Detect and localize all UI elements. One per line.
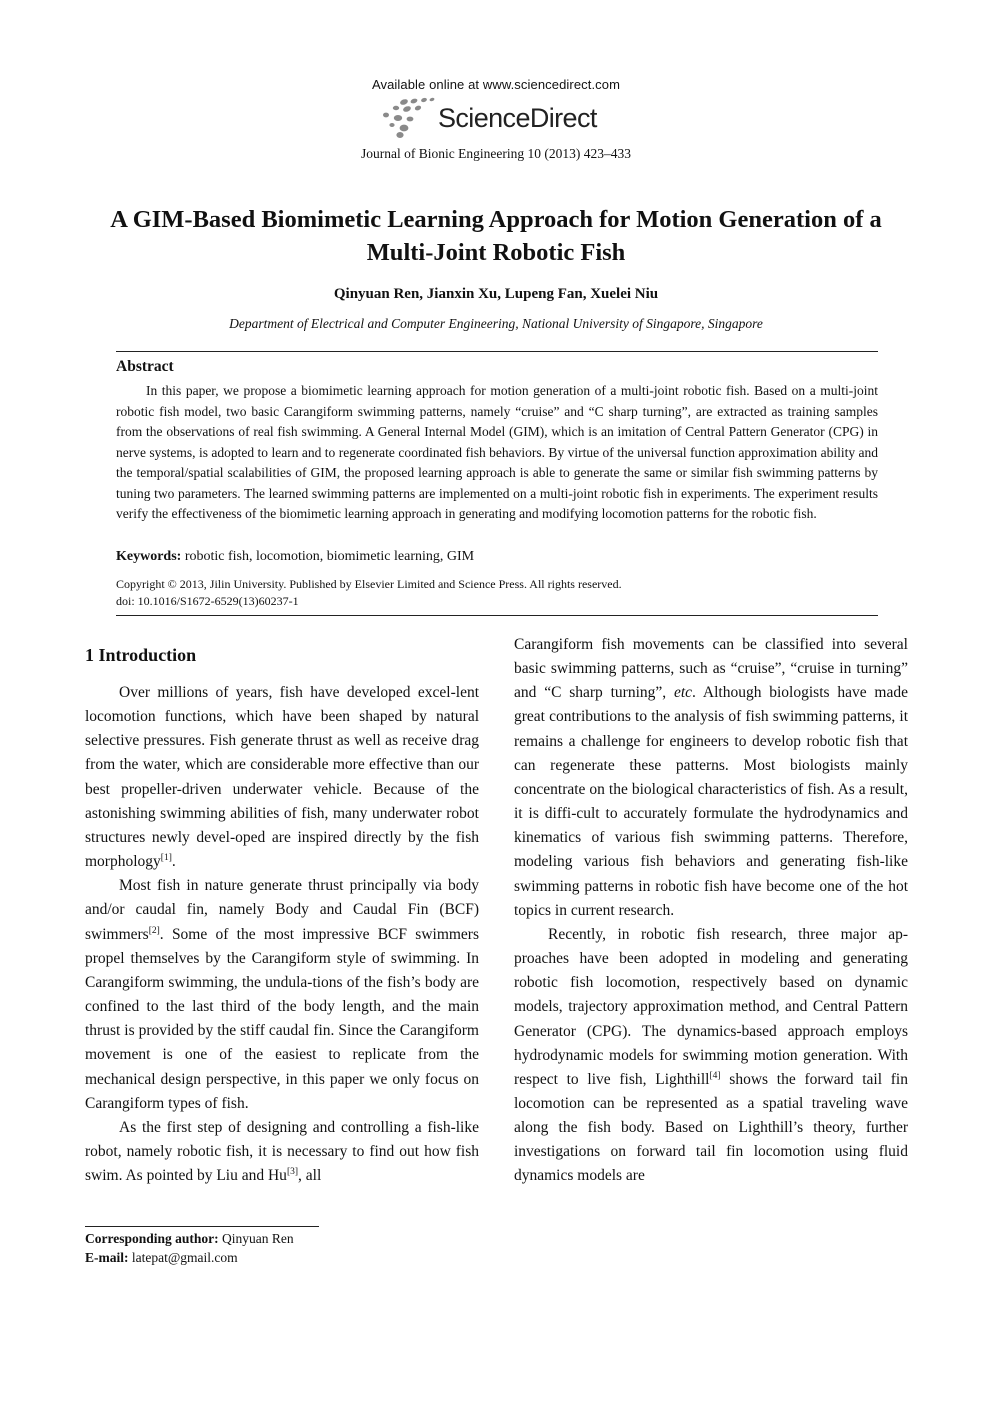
intro-paragraph-1: Over millions of years, fish have developed excel-lent locomotion functions, which have been shaped by natural selective pressures. Fish generate thrust as well as receive drag from the water, which are considerable more effective than our best propeller-driven underwater vehicle. Because of the astonishing swimming abilities of fish, many underwater robot structures newly devel-oped are inspired directly by the fish morphology[1]. <box>85 684 479 871</box>
sciencedirect-dots-icon <box>380 97 440 139</box>
sciencedirect-logo-text: ScienceDirect <box>438 103 597 133</box>
abstract-bottom-rule <box>116 615 878 616</box>
intro-paragraph-3-continued: Carangiform fish movements can be classified into several basic swimming patterns, such as “cruise”, “cruise in turning” and “C sharp turning”, etc. Although biologists have made great contributions to the analysis of fish swimming patterns, it remains a challenge for engineers to develop robotic fish that can regenerate these patterns. Most biologists mainly concentrate on the biological characteristics of fish. As a result, it is diffi-cult to accurately formulate the hydrodynamics and kinematics of various fish swimming patterns. Therefore, modeling various fish behaviors and generating fish-like swimming patterns in robotic fish have become one of the hot topics in current research. <box>514 636 908 919</box>
email-line: E-mail: latepat@gmail.com <box>85 1250 238 1265</box>
keywords-list: robotic fish, locomotion, biomimetic learning, GIM <box>184 549 475 564</box>
intro-paragraph-4: Recently, in robotic fish research, three major ap-proaches have been adopted in modeling and generating robotic fish locomotion, respectively based on dynamic models, trajectory approximation method, and Central Pattern Generator (CPG). The dynamics-based approach employs hydrodynamic models for swimming motion generation. With respect to live fish, Lighthill[4] shows the forward tail fin locomotion can be represented as a spatial traveling wave along the fish body. Based on Lighthill’s theory, further investigations on forward tail fin locomotion using fluid dynamics models are <box>514 925 908 1185</box>
doi-line: doi: 10.1016/S1672-6529(13)60237-1 <box>116 593 299 608</box>
intro-paragraph-2: Most fish in nature generate thrust principally via body and/or caudal fin, namely Body and Caudal Fin (BCF) swimmers[2]. Some of the most impressive BCF swimmers propel themselves by the Carangiform style of swimming. In Carangiform swimming, the undula-tions of the fish’s body are confined to the last third of the body length, and the main thrust is provided by the stiff caudal fin. Since the Carangiform movement is one of the easiest to replicate from the mechanical design perspective, in this paper we only focus on Carangiform types of fish. <box>85 877 479 1112</box>
sciencedirect-logo <box>380 97 620 139</box>
left-column <box>85 681 479 1188</box>
abstract-heading: Abstract <box>116 358 174 375</box>
citation-ref[interactable]: [4] <box>709 1070 721 1081</box>
footnote-rule <box>85 1226 319 1227</box>
email-link[interactable]: latepat@gmail.com <box>128 1250 238 1265</box>
keywords-label: Keywords: <box>116 549 182 564</box>
citation-ref[interactable]: [2] <box>148 925 160 936</box>
keywords-line <box>116 549 474 565</box>
footnote <box>85 1229 294 1267</box>
article-authors: Qinyuan Ren, Jianxin Xu, Lupeng Fan, Xuelei Niu <box>333 286 659 302</box>
right-column <box>514 633 908 1189</box>
article-title: A GIM-Based Biomimetic Learning Approach for Motion Generation of a Multi-Joint Robotic Fish <box>110 206 882 266</box>
article-affiliation: Department of Electrical and Computer Engineering, National University of Singapore, Singapore <box>229 316 763 331</box>
intro-paragraph-3: As the first step of designing and controlling a fish-like robot, namely robotic fish, it is necessary to find out how fish swim. As pointed by Liu and Hu[3], all <box>85 1118 479 1185</box>
abstract-top-rule <box>116 351 878 352</box>
available-online-line: Available online at www.sciencedirect.com <box>371 77 621 92</box>
abstract-text: In this paper, we propose a biomimetic learning approach for motion generation of a multi-joint robotic fish. Based on a multi-joint robotic fish model, two basic Carangiform swimming patterns, namely “cruise” and “C sharp turning”, are extracted as training samples from the observations of real fish swimming. A General Internal Model (GIM), which is an imitation of Central Pattern Generator (CPG) in nerve systems, is adopted to learn and to regenerate coordinated fish behaviors. By virtue of the universal function approximation ability and the temporal/spatial scalabilities of GIM, the proposed learning approach is able to generate the same or similar fish swimming patterns by tuning two parameters. The learned swimming patterns are implemented on a multi-joint robotic fish in experiments. The experiment results verify the effectiveness of the biomimetic learning approach in generating and modifying locomotion patterns for the robotic fish. <box>116 383 878 521</box>
journal-citation: Journal of Bionic Engineering 10 (2013) 423–433 <box>361 146 631 161</box>
copyright-line: Copyright © 2013, Jilin University. Published by Elsevier Limited and Science Press. All rights reserved. <box>116 577 622 591</box>
section-heading-introduction: 1 Introduction <box>85 645 197 665</box>
copyright-block <box>116 576 622 609</box>
citation-ref[interactable]: [1] <box>160 852 172 863</box>
citation-ref[interactable]: [3] <box>286 1166 299 1177</box>
corresponding-author-line: Corresponding author: Qinyuan Ren <box>85 1231 294 1246</box>
